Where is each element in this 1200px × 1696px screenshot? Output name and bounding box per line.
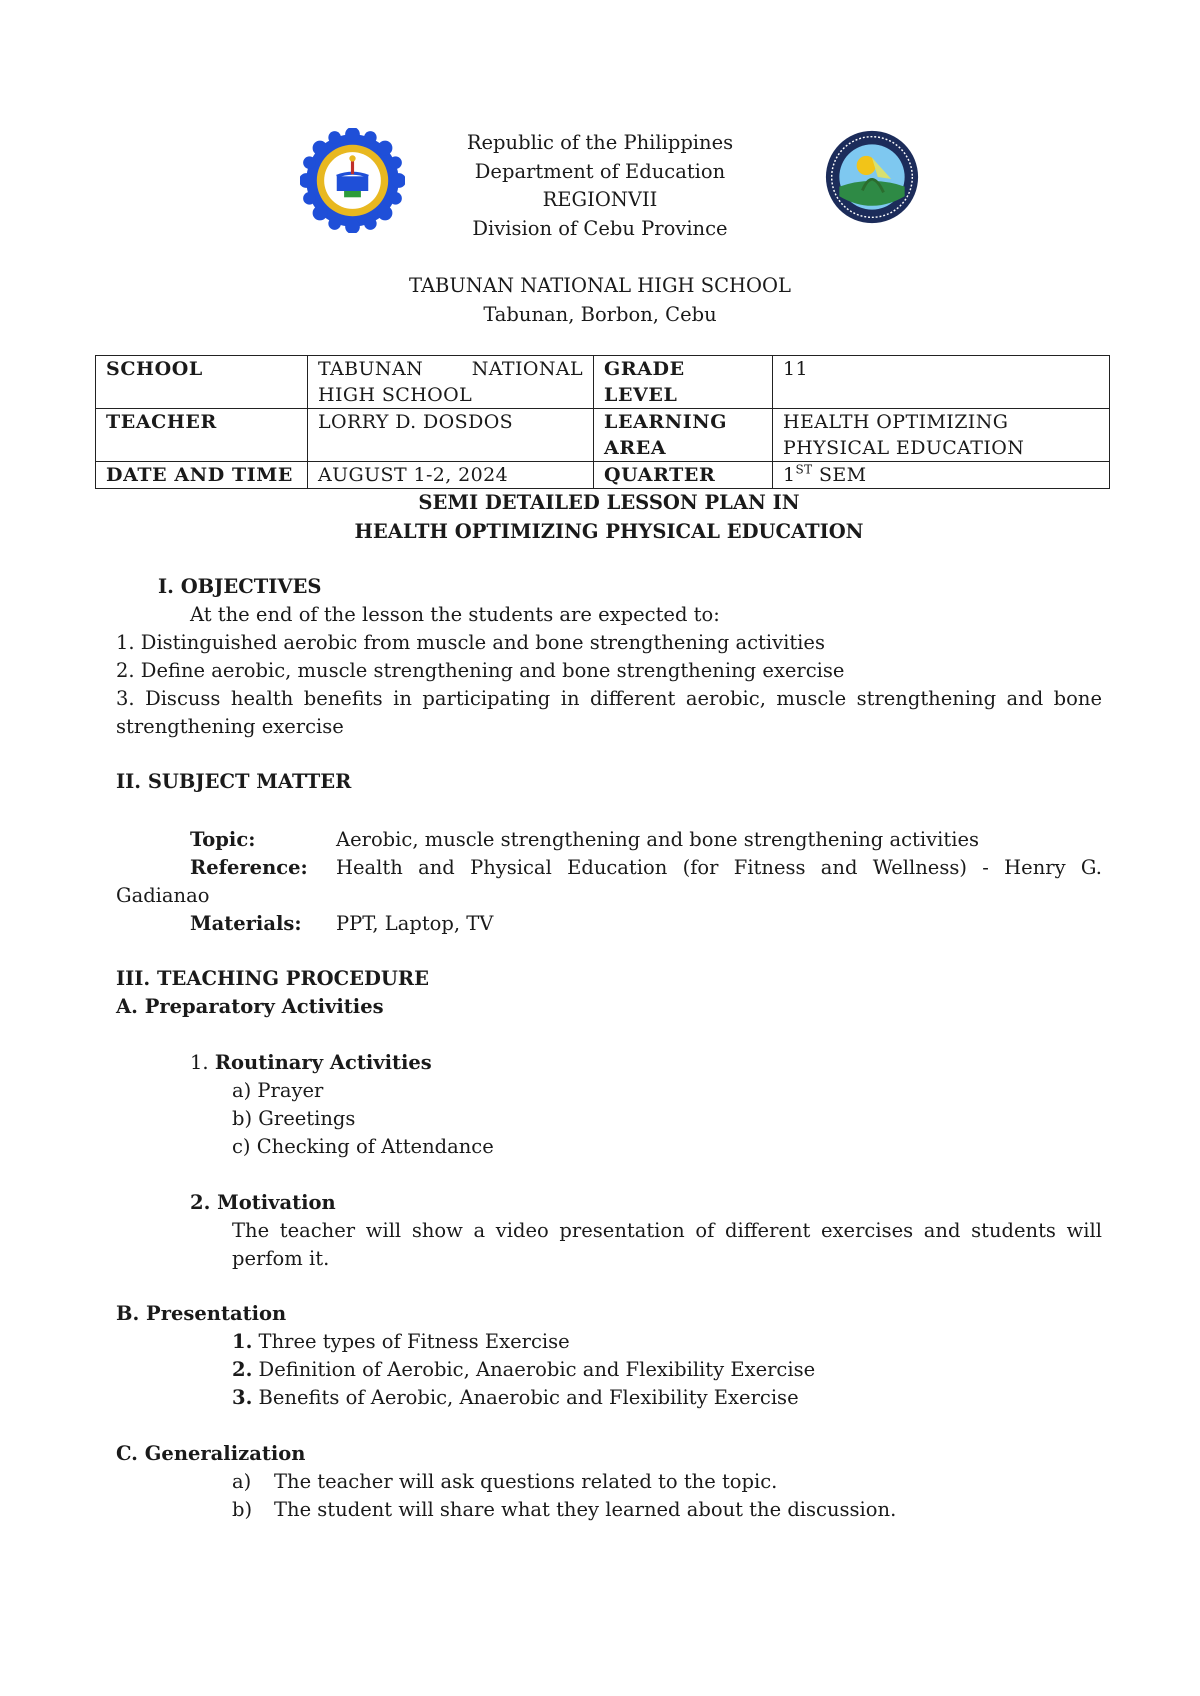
- agency-header: [0, 129, 1200, 243]
- generalization-item-letter: a): [232, 1470, 252, 1493]
- grade-value-cell: [773, 356, 1110, 409]
- motivation-heading: 2. Motivation: [190, 1191, 336, 1214]
- reference-row: [0, 854, 1200, 882]
- reference-continuation: Gadianao: [116, 884, 210, 907]
- school-name: TABUNAN NATIONAL HIGH SCHOOL: [409, 274, 791, 297]
- school-label-cell: [96, 356, 308, 409]
- title-line2: HEALTH OPTIMIZING PHYSICAL EDUCATION: [354, 519, 864, 543]
- generalization-heading: C. Generalization: [116, 1442, 306, 1465]
- objective-item: 1. Distinguished aerobic from muscle and bone strengthening activities: [116, 631, 825, 654]
- teacher-value-cell: [308, 409, 594, 462]
- objective-item: 3. Discuss health benefits in participating in different aerobic, muscle strengthening and bone: [116, 687, 1102, 710]
- procedure-heading: III. TEACHING PROCEDURE: [116, 967, 429, 990]
- materials-value: PPT, Laptop, TV: [336, 912, 494, 935]
- presentation-item-text: Three types of Fitness Exercise: [252, 1330, 570, 1353]
- presentation-item-number: 1.: [232, 1330, 253, 1353]
- area-value-line1: HEALTH OPTIMIZING: [783, 411, 1009, 433]
- school-value-line2: HIGH SCHOOL: [318, 384, 473, 406]
- grade-label-line1: GRADE: [604, 358, 685, 380]
- header-republic: Republic of the Philippines: [466, 131, 734, 154]
- school-address: Tabunan, Borbon, Cebu: [483, 302, 717, 326]
- grade-label-line2: LEVEL: [604, 384, 678, 406]
- generalization-item-text: The student will share what they learned about the discussion.: [274, 1498, 897, 1521]
- area-label-cell: [594, 409, 773, 462]
- area-value-cell: [773, 409, 1110, 462]
- routinary-item: b) Greetings: [232, 1107, 356, 1130]
- teacher-label-cell: [96, 409, 308, 462]
- date-value-cell: [308, 462, 594, 489]
- header-division: Division of Cebu Province: [472, 216, 728, 240]
- lesson-info-table: [95, 355, 1110, 489]
- quarter-value-suffix: SEM: [812, 464, 867, 486]
- table-row: [96, 356, 1110, 409]
- area-label-line2: AREA: [604, 437, 667, 459]
- quarter-value-number: 1: [783, 464, 796, 486]
- objective-item-continuation: strengthening exercise: [116, 715, 344, 738]
- presentation-item-text: Definition of Aerobic, Anaerobic and Flexibility Exercise: [252, 1358, 816, 1381]
- subject-matter-heading: II. SUBJECT MATTER: [116, 770, 352, 793]
- routinary-number: 1.: [190, 1051, 209, 1074]
- motivation-text-line2: perfom it.: [232, 1247, 330, 1270]
- quarter-label: QUARTER: [604, 464, 716, 486]
- area-value-line2: PHYSICAL EDUCATION: [783, 437, 1025, 459]
- school-value-word2: NATIONAL: [471, 358, 583, 380]
- reference-value: Health and Physical Education (for Fitness and Wellness) - Henry G.: [336, 856, 1102, 879]
- teacher-label: TEACHER: [106, 411, 217, 433]
- header-region: REGIONVII: [542, 188, 658, 211]
- routinary-item: c) Checking of Attendance: [232, 1135, 494, 1158]
- presentation-item-number: 3.: [232, 1386, 253, 1409]
- generalization-item: [232, 1468, 1102, 1496]
- objectives-heading: I. OBJECTIVES: [158, 575, 322, 598]
- quarter-value-superscript: ST: [795, 462, 813, 477]
- lesson-plan-title: [0, 489, 1200, 546]
- objectives-intro: At the end of the lesson the students are expected to:: [190, 603, 720, 626]
- routinary-label: Routinary Activities: [214, 1051, 432, 1074]
- presentation-item-text: Benefits of Aerobic, Anaerobic and Flexibility Exercise: [252, 1386, 799, 1409]
- school-value-line1: [318, 356, 583, 382]
- date-label: DATE AND TIME: [106, 464, 293, 486]
- teacher-value: LORRY D. DOSDOS: [318, 411, 514, 433]
- materials-label: Materials:: [190, 912, 302, 935]
- table-row: [96, 409, 1110, 462]
- date-label-cell: [96, 462, 308, 489]
- routinary-heading: [190, 1049, 432, 1077]
- presentation-heading: B. Presentation: [116, 1302, 287, 1325]
- school-header: [0, 272, 1200, 329]
- grade-value: 11: [783, 358, 808, 380]
- area-label-line1: LEARNING: [604, 411, 728, 433]
- preparatory-heading: A. Preparatory Activities: [116, 995, 384, 1018]
- generalization-item-letter: b): [232, 1498, 253, 1521]
- generalization-item: [232, 1496, 1102, 1524]
- motivation-text-line1: The teacher will show a video presentation of different exercises and students will: [232, 1219, 1102, 1242]
- presentation-item: [232, 1356, 1102, 1384]
- objective-item: 2. Define aerobic, muscle strengthening and bone strengthening exercise: [116, 659, 845, 682]
- header-department: Department of Education: [474, 159, 726, 183]
- materials-row: [0, 910, 1200, 938]
- school-label: SCHOOL: [106, 358, 203, 380]
- presentation-item-number: 2.: [232, 1358, 253, 1381]
- routinary-item: a) Prayer: [232, 1079, 324, 1102]
- school-value-word1: TABUNAN: [318, 358, 424, 380]
- presentation-item: [232, 1328, 1102, 1356]
- topic-row: [0, 826, 1200, 854]
- topic-value: Aerobic, muscle strengthening and bone strengthening activities: [336, 828, 979, 851]
- school-value-cell: [308, 356, 594, 409]
- topic-label: Topic:: [190, 828, 256, 851]
- table-row: [96, 462, 1110, 489]
- quarter-value-cell: [773, 462, 1110, 489]
- title-line1: SEMI DETAILED LESSON PLAN IN: [418, 491, 800, 514]
- date-value: AUGUST 1-2, 2024: [318, 464, 509, 486]
- presentation-item: [232, 1384, 1102, 1412]
- reference-label: Reference:: [190, 856, 308, 879]
- quarter-label-cell: [594, 462, 773, 489]
- grade-label-cell: [594, 356, 773, 409]
- generalization-item-text: The teacher will ask questions related to the topic.: [274, 1470, 778, 1493]
